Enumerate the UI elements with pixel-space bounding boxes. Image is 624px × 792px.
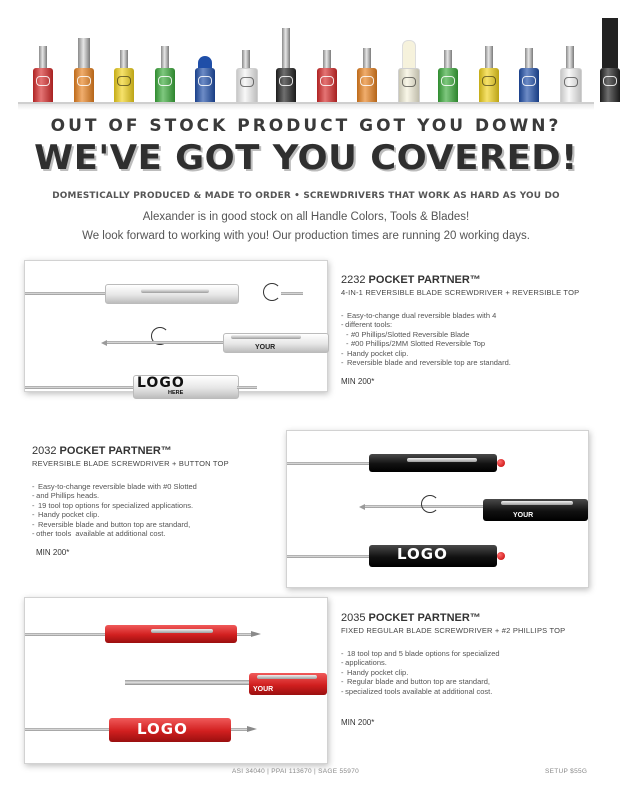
tool-bit-pick bbox=[242, 50, 250, 68]
product-name: POCKET PARTNER™ bbox=[368, 274, 481, 286]
brand-badge-icon bbox=[320, 76, 334, 86]
headline-question: OUT OF STOCK PRODUCT GOT YOU DOWN? bbox=[50, 116, 562, 136]
product-subtitle: REVERSIBLE BLADE SCREWDRIVER + BUTTON TOP bbox=[32, 459, 229, 468]
handle-swatch bbox=[33, 68, 53, 102]
tool-bit-slotted bbox=[566, 46, 574, 68]
strip-shadow bbox=[18, 104, 594, 110]
brand-badge-icon bbox=[564, 77, 578, 87]
feature-item: - Handy pocket clip. bbox=[341, 668, 601, 677]
rotate-arrow-icon bbox=[421, 495, 439, 513]
handle-swatch bbox=[236, 68, 258, 104]
tool-bit-ball bbox=[198, 56, 212, 68]
handle-swatch bbox=[519, 68, 539, 102]
handle-swatch bbox=[438, 68, 458, 102]
product-image-2232 bbox=[24, 260, 328, 396]
rotate-arrow-icon bbox=[263, 283, 281, 301]
footer-setup: SETUP $55G bbox=[545, 768, 588, 775]
feature-list bbox=[341, 311, 601, 367]
tool-bit-torx bbox=[525, 48, 533, 68]
handle-swatch bbox=[276, 68, 296, 102]
imprint-your: YOUR bbox=[513, 512, 534, 519]
product-title bbox=[32, 445, 282, 457]
headline-main: WE'VE GOT YOU COVERED! bbox=[34, 138, 578, 178]
stock-note: Alexander is in good stock on all Handle Colors, Tools & Blades! bbox=[142, 211, 470, 223]
brand-badge-icon bbox=[482, 76, 496, 86]
brand-badge-icon bbox=[198, 76, 212, 86]
tool-bit-phillips bbox=[444, 50, 452, 68]
feature-item: - 18 tool top and 5 blade options for specialized bbox=[341, 649, 601, 658]
brand-badge-icon bbox=[441, 76, 455, 86]
brand-badge-icon bbox=[402, 77, 416, 87]
brand-badge-icon bbox=[603, 76, 617, 86]
imprint-logo: LOGO bbox=[397, 545, 448, 563]
footer-codes: ASI 34040 | PPAI 113670 | SAGE 55970 bbox=[232, 768, 360, 775]
brand-badge-icon bbox=[279, 76, 293, 86]
handle-swatch bbox=[357, 68, 377, 102]
handle-swatch bbox=[398, 68, 420, 104]
feature-item: - Reversible blade and reversible top are standard. bbox=[341, 358, 601, 367]
tool-bit-torx bbox=[363, 48, 371, 68]
imprint-your: YOUR bbox=[255, 344, 276, 351]
handle-swatch bbox=[560, 68, 582, 104]
feature-item: - applications. bbox=[341, 658, 601, 667]
imprint-here: HERE bbox=[168, 390, 184, 396]
feature-item: - Easy-to-change reversible blade with #0 Slotted bbox=[32, 482, 282, 491]
product-name: POCKET PARTNER™ bbox=[368, 612, 481, 624]
product-subtitle: FIXED REGULAR BLADE SCREWDRIVER + #2 PHILLIPS TOP bbox=[341, 626, 566, 635]
tagline: DOMESTICALLY PRODUCED & MADE TO ORDER • SCREWDRIVERS THAT WORK AS HARD AS YOU DO bbox=[52, 191, 560, 201]
tool-bit-phillips bbox=[120, 50, 128, 68]
brand-badge-icon bbox=[158, 76, 172, 86]
feature-item: - 19 tool top options for specialized applications. bbox=[32, 501, 282, 510]
feature-item: - specialized tools available at additional cost. bbox=[341, 687, 601, 696]
product-image-2035 bbox=[24, 597, 328, 764]
feature-item: - Handy pocket clip. bbox=[32, 510, 282, 519]
imprint-logo: LOGO bbox=[137, 375, 185, 391]
feature-item: - other tools available at additional cost. bbox=[32, 529, 282, 538]
product-info-2032 bbox=[32, 445, 282, 557]
brand-badge-icon bbox=[240, 77, 254, 87]
handle-swatch bbox=[317, 68, 337, 102]
handle-swatch bbox=[74, 68, 94, 102]
brand-badge-icon bbox=[36, 76, 50, 86]
handle-swatch bbox=[155, 68, 175, 102]
tool-bit-fork bbox=[602, 18, 618, 68]
product-title bbox=[341, 274, 601, 286]
min-quantity: MIN 200* bbox=[341, 717, 375, 727]
handle-swatch bbox=[600, 68, 620, 102]
product-number: 2232 bbox=[341, 274, 366, 286]
tool-bit-hex bbox=[39, 46, 47, 68]
tool-bit-hook bbox=[78, 38, 90, 68]
tool-bit-pin bbox=[485, 46, 493, 68]
brand-badge-icon bbox=[522, 76, 536, 86]
feature-item: - Easy-to-change dual reversible blades with 4 bbox=[341, 311, 601, 320]
handle-swatch bbox=[479, 68, 499, 102]
min-quantity: MIN 200* bbox=[341, 377, 375, 387]
handle-swatch bbox=[195, 68, 215, 102]
brand-badge-icon bbox=[360, 76, 374, 86]
handle-swatch bbox=[114, 68, 134, 102]
feature-item: - Regular blade and button top are standard, bbox=[341, 677, 601, 686]
handle-color-strip bbox=[0, 0, 612, 108]
imprint-logo: LOGO bbox=[137, 720, 188, 738]
feature-item: - different tools: bbox=[341, 320, 601, 329]
tool-bit-nub bbox=[402, 40, 416, 70]
feature-item: - Handy pocket clip. bbox=[341, 349, 601, 358]
product-image-2032 bbox=[286, 430, 589, 588]
product-info-2232 bbox=[341, 274, 601, 386]
min-quantity: MIN 200* bbox=[36, 548, 70, 558]
feature-item: - #00 Phillips/2MM Slotted Reversible Top bbox=[341, 339, 601, 348]
product-subtitle: 4-IN-1 REVERSIBLE BLADE SCREWDRIVER + REVERSIBLE TOP bbox=[341, 288, 580, 297]
brand-badge-icon bbox=[77, 76, 91, 86]
brand-badge-icon bbox=[117, 76, 131, 86]
tool-bit-slotted bbox=[161, 46, 169, 68]
product-number: 2032 bbox=[32, 445, 57, 457]
feature-list bbox=[32, 482, 282, 538]
product-info-2035 bbox=[341, 612, 601, 727]
feature-item: - and Phillips heads. bbox=[32, 491, 282, 500]
product-title bbox=[341, 612, 601, 624]
feature-item: - #0 Phillips/Slotted Reversible Blade bbox=[341, 330, 601, 339]
tool-bit-long bbox=[282, 28, 290, 68]
product-name: POCKET PARTNER™ bbox=[59, 445, 172, 457]
feature-list bbox=[341, 649, 601, 696]
product-number: 2035 bbox=[341, 612, 366, 624]
production-note: We look forward to working with you! Our production times are running 20 working days. bbox=[82, 230, 530, 242]
tool-bit-square bbox=[323, 50, 331, 68]
feature-item: - Reversible blade and button top are standard, bbox=[32, 520, 282, 529]
imprint-your: YOUR bbox=[253, 686, 274, 693]
